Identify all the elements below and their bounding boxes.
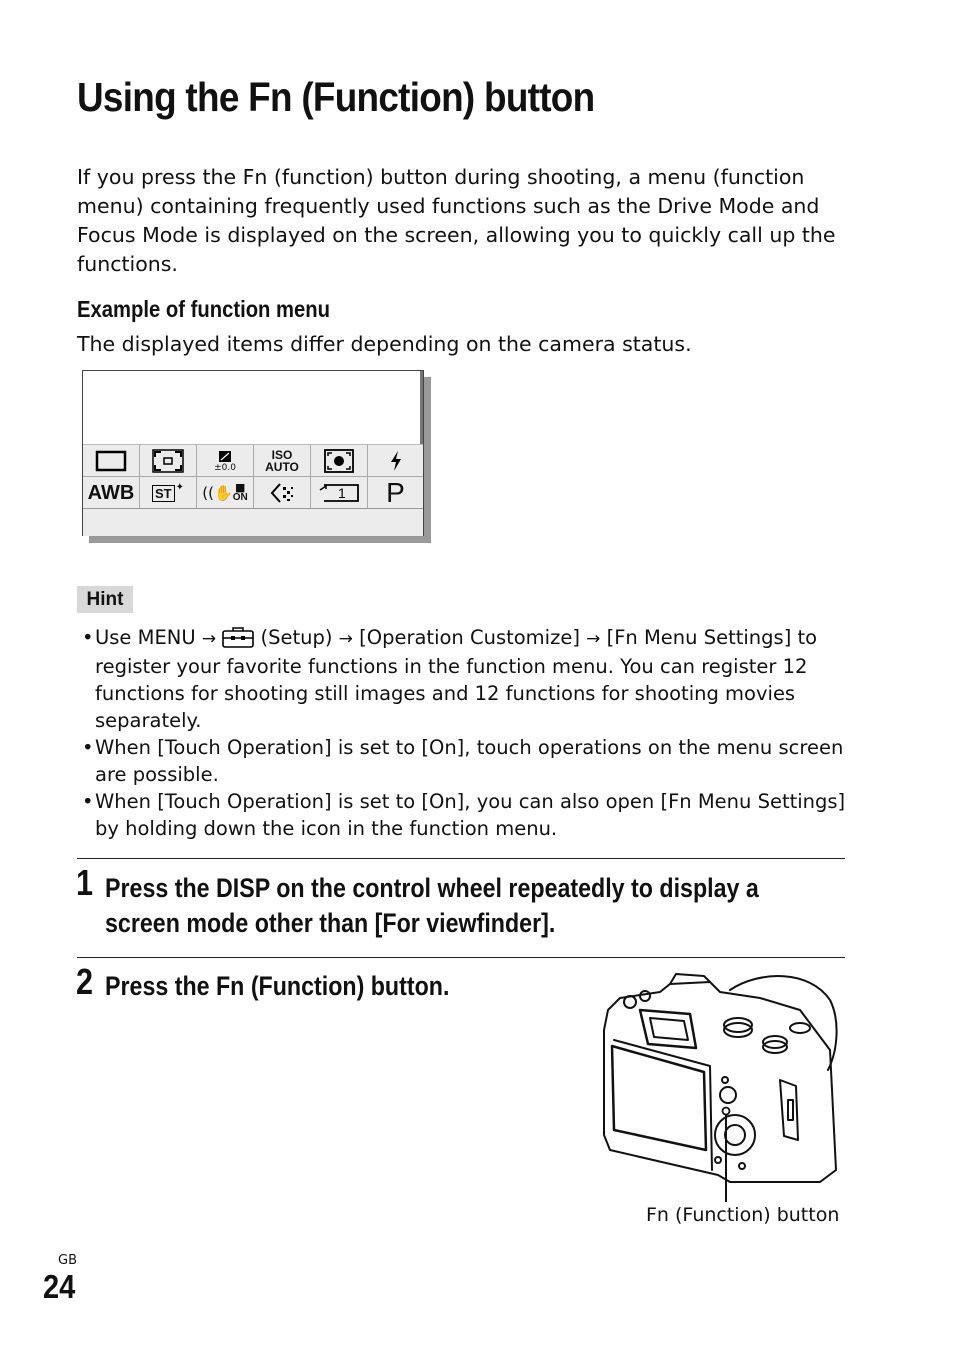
iso-label: ISO <box>271 448 293 462</box>
fn-button-caption: Fn (Function) button <box>646 1204 840 1226</box>
hint-list <box>82 624 852 842</box>
menu-row-2 <box>83 477 423 509</box>
setup-toolbox-icon <box>222 626 254 648</box>
camera-icon: ■ <box>234 481 246 494</box>
example-heading: Example of function menu <box>77 296 331 322</box>
arrow-icon: → <box>201 629 217 649</box>
camera-illustration <box>600 970 845 1210</box>
hint-item-2: • When [Touch Operation] is set to [On], touch operations on the menu screen are possible. <box>82 734 852 788</box>
arrow-icon: → <box>338 629 353 649</box>
metering-icon <box>311 445 368 477</box>
step-2-text: Press the Fn (Function) button. <box>105 971 450 1001</box>
creative-style-icon <box>140 477 197 509</box>
exposure-value: ±0.0 <box>214 462 236 473</box>
divider <box>77 858 845 859</box>
page-title: Using the Fn (Function) button <box>77 74 595 120</box>
image-quality-icon <box>311 477 368 509</box>
quality-number: 1 <box>338 485 346 501</box>
region-code: GB <box>58 1253 77 1268</box>
step-1-text: Press the DISP on the control wheel repeatedly to display a screen mode other than [For viewfinder]. <box>105 873 759 938</box>
divider <box>77 957 845 958</box>
sparkle-icon: ✦ <box>175 481 184 493</box>
step-number: 2 <box>76 961 94 1002</box>
exposure-comp-icon <box>197 445 254 477</box>
shoot-mode-label: P <box>386 477 405 508</box>
menu-row-1 <box>83 445 423 477</box>
example-note: The displayed items differ depending on the camera status. <box>77 332 692 356</box>
hand-icon: ((✋ <box>202 484 233 502</box>
flash-icon <box>368 445 423 477</box>
iso-auto-label: AUTO <box>265 460 299 474</box>
page-number: 24 <box>43 1268 76 1305</box>
creative-style-label: ST <box>152 485 175 502</box>
focus-area-icon <box>140 445 197 477</box>
awb-label: AWB <box>87 481 135 504</box>
arrow-icon: → <box>586 629 601 649</box>
hint-badge: Hint <box>77 586 133 613</box>
function-menu-grid <box>83 444 423 509</box>
menu-bottom-bar <box>83 508 423 536</box>
steadyshot-icon <box>197 477 254 509</box>
menu-screen-area <box>83 371 423 444</box>
function-menu-illustration <box>82 370 424 536</box>
hint-item-1: • Use MENU → (Setup) → [Operation Customize] → [Fn Menu Settings] to register your favorite functions in the function menu. You can register 12 functions for shooting still images and 12 functions for shooting movies separately. <box>82 624 852 734</box>
hint-item-3: • When [Touch Operation] is set to [On], you can also open [Fn Menu Settings] by holding down the icon in the function menu. <box>82 788 852 842</box>
iso-auto-icon <box>254 445 311 477</box>
steadyshot-on-label: ON <box>232 492 248 503</box>
step-number: 1 <box>76 862 94 903</box>
intro-paragraph: If you press the Fn (function) button during shooting, a menu (function menu) containing frequently used functions such as the Drive Mode and Focus Mode is displayed on the screen, allowing you to quickly call up the functions. <box>77 165 836 276</box>
shoot-mode-icon <box>368 477 423 509</box>
drive-mode-icon <box>83 445 140 477</box>
awb-icon <box>83 477 140 509</box>
face-priority-icon <box>254 477 311 509</box>
